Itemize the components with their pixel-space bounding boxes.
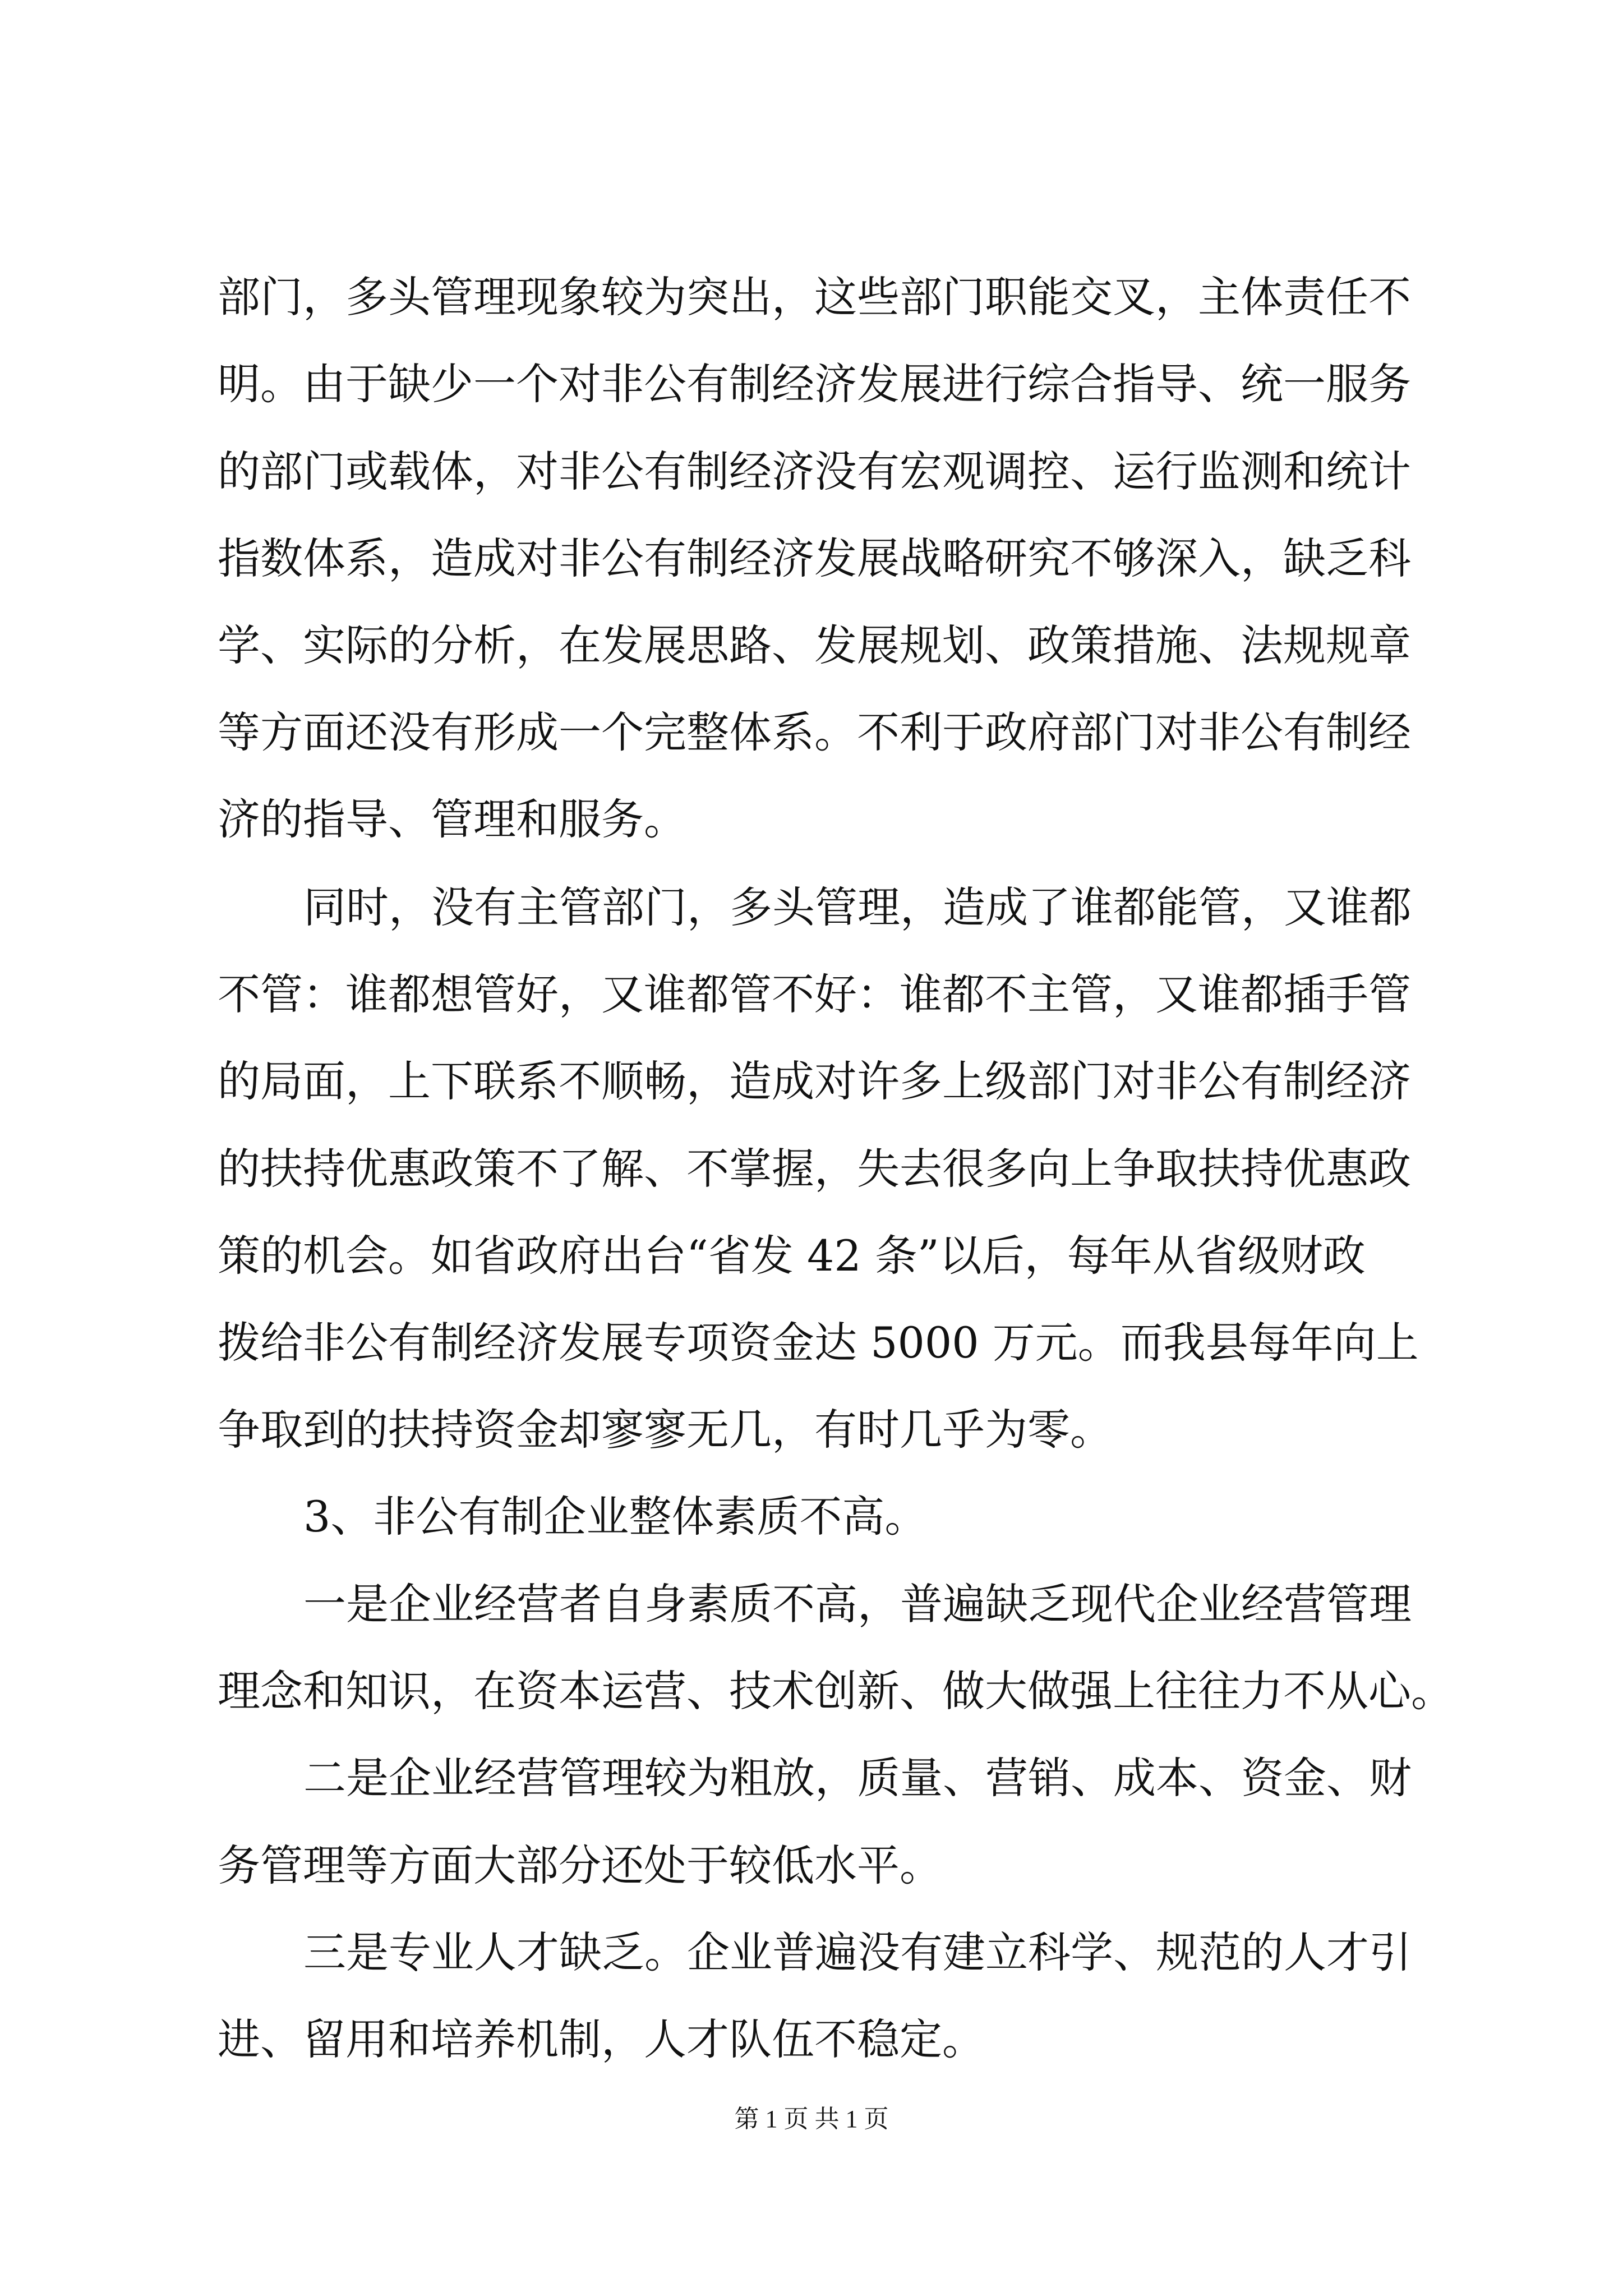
text-line-13: 拨给非公有制经济发展专项资金达 5000 万元。而我县每年向上 xyxy=(218,1318,1419,1368)
text-line-11: 的扶持优惠政策不了解、不掌握，失去很多向上争取扶持优惠政 xyxy=(218,1144,1411,1194)
text-line-20: 三是专业人才缺乏。企业普遍没有建立科学、规范的人才引 xyxy=(303,1927,1412,1977)
text-line-14: 争取到的扶持资金却寥寥无几，有时几乎为零。 xyxy=(218,1405,1113,1455)
text-line-9: 不管：谁都想管好，又谁都管不好：谁都不主管，又谁都插手管 xyxy=(218,969,1411,1019)
text-line-18: 二是企业经营管理较为粗放，质量、营销、成本、资金、财 xyxy=(303,1753,1412,1803)
text-line-12: 策的机会。如省政府出台“省发 42 条”以后，每年从省级财政 xyxy=(218,1231,1366,1281)
page-footer: 第 1 页 共 1 页 xyxy=(734,2105,889,2133)
text-line-5: 学、实际的分析，在发展思路、发展规划、政策措施、法规规章 xyxy=(218,620,1411,670)
text-line-4: 指数体系，造成对非公有制经济发展战略研究不够深入，缺乏科 xyxy=(218,533,1411,583)
text-line-21: 进、留用和培养机制，人才队伍不稳定。 xyxy=(218,2014,985,2064)
text-line-16: 一是企业经营者自身素质不高，普遍缺乏现代企业经营管理 xyxy=(303,1579,1412,1629)
text-line-2: 明。由于缺少一个对非公有制经济发展进行综合指导、统一服务 xyxy=(218,359,1411,409)
text-line-10: 的局面，上下联系不顺畅，造成对许多上级部门对非公有制经济 xyxy=(218,1056,1411,1106)
text-line-7: 济的指导、管理和服务。 xyxy=(218,794,686,844)
text-line-1: 部门，多头管理现象较为突出，这些部门职能交叉，主体责任不 xyxy=(218,272,1411,322)
text-line-17: 理念和知识，在资本运营、技术创新、做大做强上往往力不从心。 xyxy=(218,1666,1454,1716)
text-line-6: 等方面还没有形成一个完整体系。不利于政府部门对非公有制经 xyxy=(218,707,1411,757)
text-line-8: 同时，没有主管部门，多头管理，造成了谁都能管，又谁都 xyxy=(303,882,1412,932)
text-line-15: 3、非公有制企业整体素质不高。 xyxy=(303,1492,928,1542)
text-line-19: 务管理等方面大部分还处于较低水平。 xyxy=(218,1841,942,1890)
text-line-3: 的部门或载体，对非公有制经济没有宏观调控、运行监测和统计 xyxy=(218,447,1411,496)
